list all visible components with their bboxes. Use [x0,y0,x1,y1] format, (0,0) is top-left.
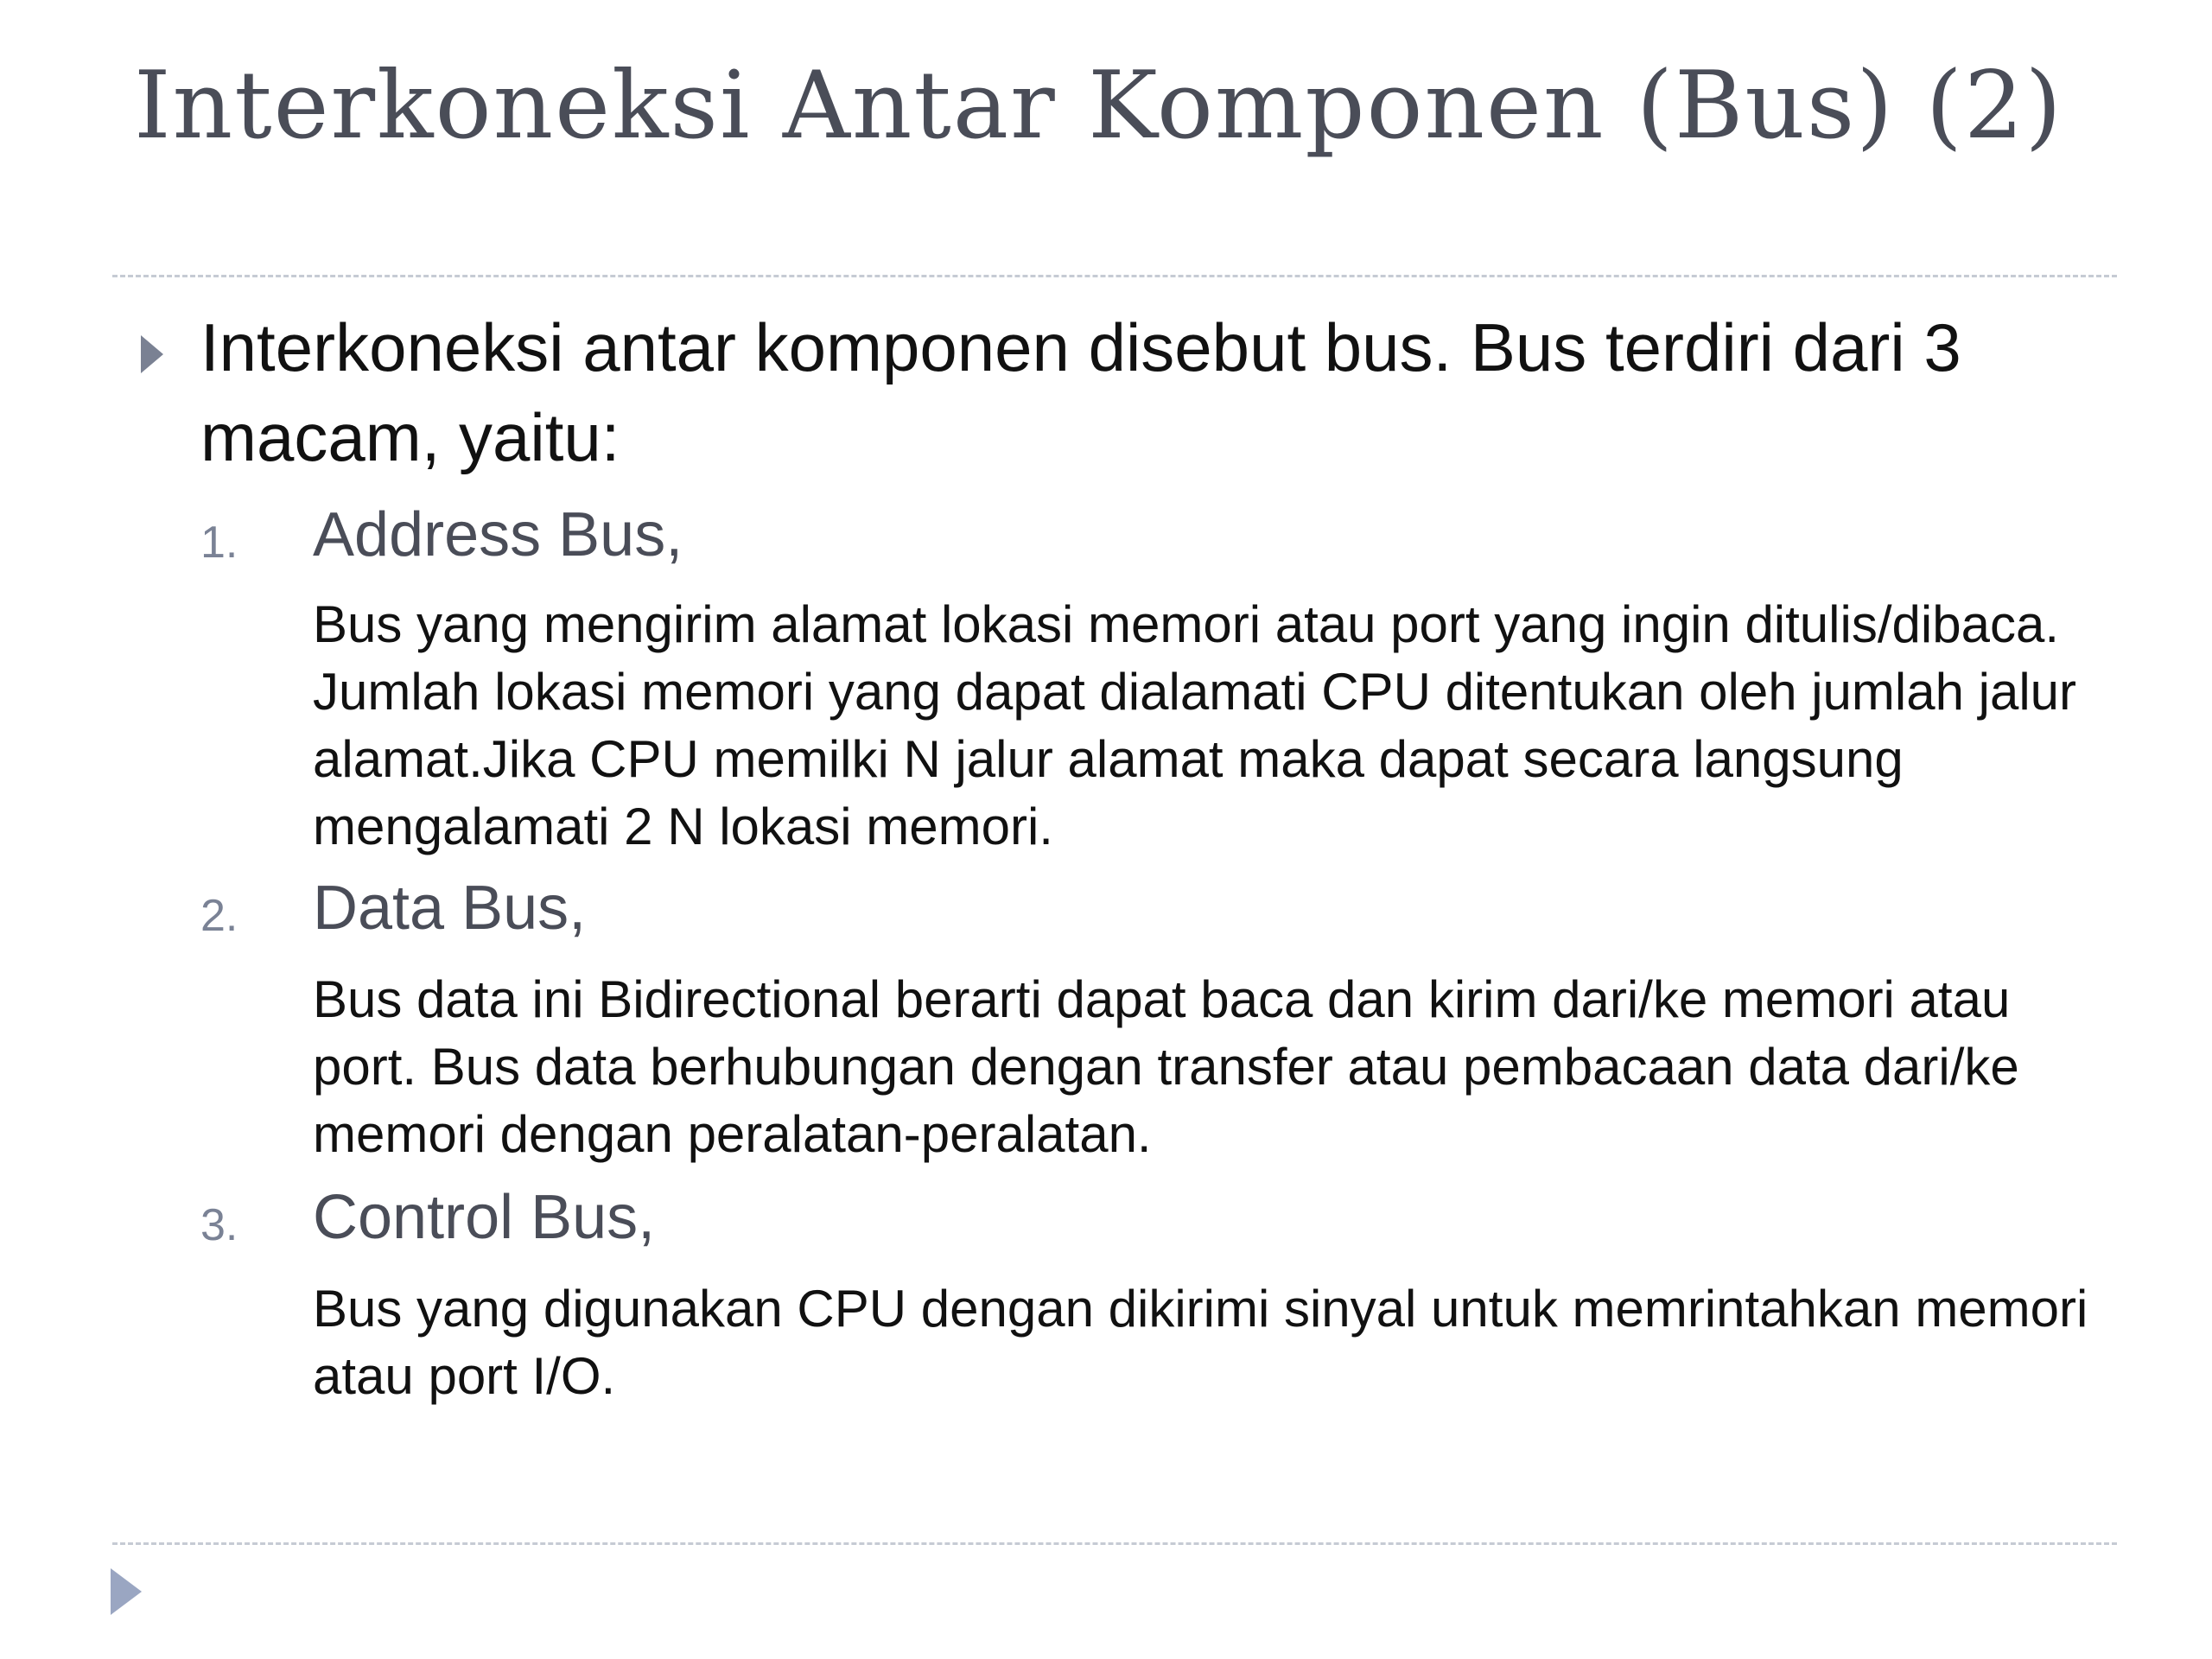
top-divider [112,275,2117,277]
bottom-divider [112,1542,2117,1545]
item-description-control-bus: Bus yang digunakan CPU dengan dikirimi sinyal untuk memrintahkan memori atau port I/O. [313,1280,2088,1405]
item-title-address-bus: Address Bus, [313,500,683,569]
bullet-triangle-icon [141,335,163,373]
item-number: 1. [200,518,238,568]
item-title-control-bus: Control Bus, [313,1183,656,1252]
main-bullet-text: Interkoneksi antar komponen disebut bus. Bus terdiri dari 3 macam, yaitu: [200,309,1961,475]
item-description-address-bus: Bus yang mengirim alamat lokasi memori atau port yang ingin ditulis/dibaca. Jumlah lokasi memori yang dapat dialamati CPU ditentukan oleh jumlah jalur alamat.Jika CPU memilki N jalur alamat maka dapat secara langsung mengalamati 2 N lokasi memori. [313,595,2077,855]
slide-title: Interkoneksi Antar Komponen (Bus) (2) [134,52,2063,160]
item-number: 3. [200,1200,238,1250]
item-number: 2. [200,891,238,941]
item-description-data-bus: Bus data ini Bidirectional berarti dapat baca dan kirim dari/ke memori atau port. Bus data berhubungan dengan transfer atau pembacaan data dari/ke memori dengan peralatan-peralatan. [313,970,2019,1163]
footer-triangle-icon [111,1568,142,1615]
item-title-data-bus: Data Bus, [313,874,587,943]
